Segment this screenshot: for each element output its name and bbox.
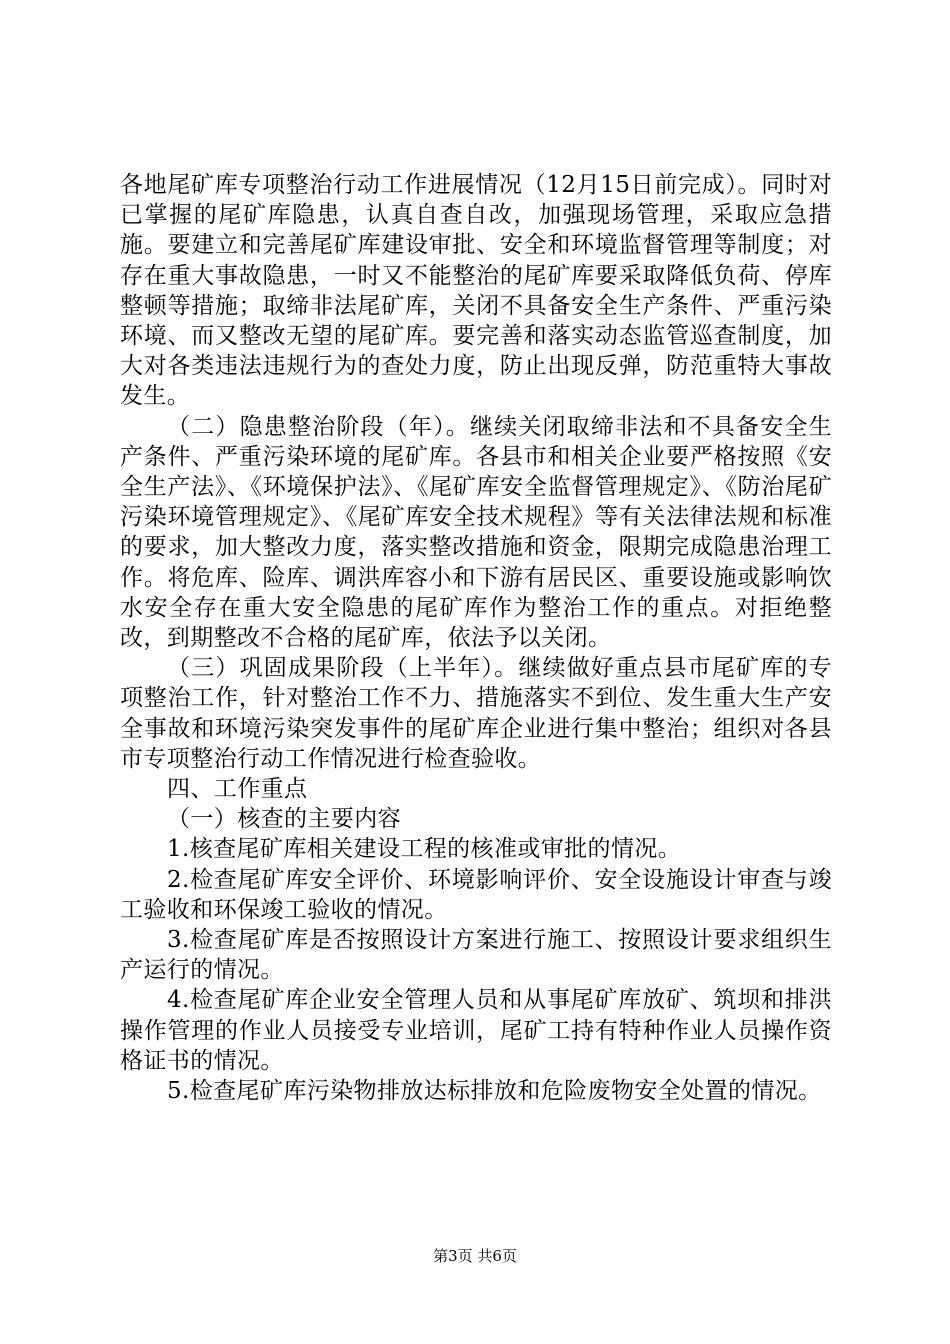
- list-item-1: 1.核查尾矿库相关建设工程的核准或审批的情况。: [167, 836, 682, 863]
- list-item-4: 4.检查尾矿库企业安全管理人员和从事尾矿库放矿、筑坝和排洪操作管理的作业人员接受专业培训，尾矿工持有特种作业人员操作资格证书的情况。: [120, 987, 832, 1074]
- list-item-5: 5.检查尾矿库污染物排放达标排放和危险废物安全处置的情况。: [167, 1078, 822, 1105]
- subsection-heading-check-content: （一）核查的主要内容: [167, 806, 401, 833]
- paragraph-3: （三）巩固成果阶段（上半年）。继续做好重点县市尾矿库的专项整治工作，针对整治工作不力、措施落实不到位、发生重大生产安全事故和环境污染突发事件的尾矿库企业进行集中整治；组织对各县市专项整治行动工作情况进行检查验收。: [120, 655, 832, 772]
- paragraph-2: （二）隐患整治阶段（年）。继续关闭取缔非法和不具备安全生产条件、严重污染环境的尾矿库。各县市和相关企业要严格按照《安全生产法》、《环境保护法》、《尾矿库安全监督管理规定》、《防治尾矿污染环境管理规定》、《尾矿库安全技术规程》等有关法律法规和标准的要求，加大整改力度，落实整改措施和资金，限期完成隐患治理工作。将危库、险库、调洪库容小和下游有居民区、重要设施或影响饮水安全存在重大安全隐患的尾矿库作为整治工作的重点。对拒绝整改，到期整改不合格的尾矿库，依法予以关闭。: [120, 413, 832, 652]
- paragraph-1: 各地尾矿库专项整治行动工作进展情况（12月15日前完成）。同时对已掌握的尾矿库隐患，认真自查自改，加强现场管理，采取应急措施。要建立和完善尾矿库建设审批、安全和环境监督管理等制度；对存在重大事故隐患，一时又不能整治的尾矿库要采取降低负荷、停库整顿等措施；取缔非法尾矿库，关闭不具备安全生产条件、严重污染环境、而又整改无望的尾矿库。要完善和落实动态监管巡查制度，加大对各类违法违规行为的查处力度，防止出现反弹，防范重特大事故发生。: [120, 172, 832, 410]
- document-body: [120, 170, 832, 1106]
- page-number-footer: 第3页 共6页: [433, 1247, 517, 1265]
- section-heading-work-focus: 四、工作重点: [167, 776, 308, 803]
- list-item-3: 3.检查尾矿库是否按照设计方案进行施工、按照设计要求组织生产运行的情况。: [120, 927, 832, 984]
- list-item-2: 2.检查尾矿库安全评价、环境影响评价、安全设施设计审查与竣工验收和环保竣工验收的情况。: [120, 866, 832, 923]
